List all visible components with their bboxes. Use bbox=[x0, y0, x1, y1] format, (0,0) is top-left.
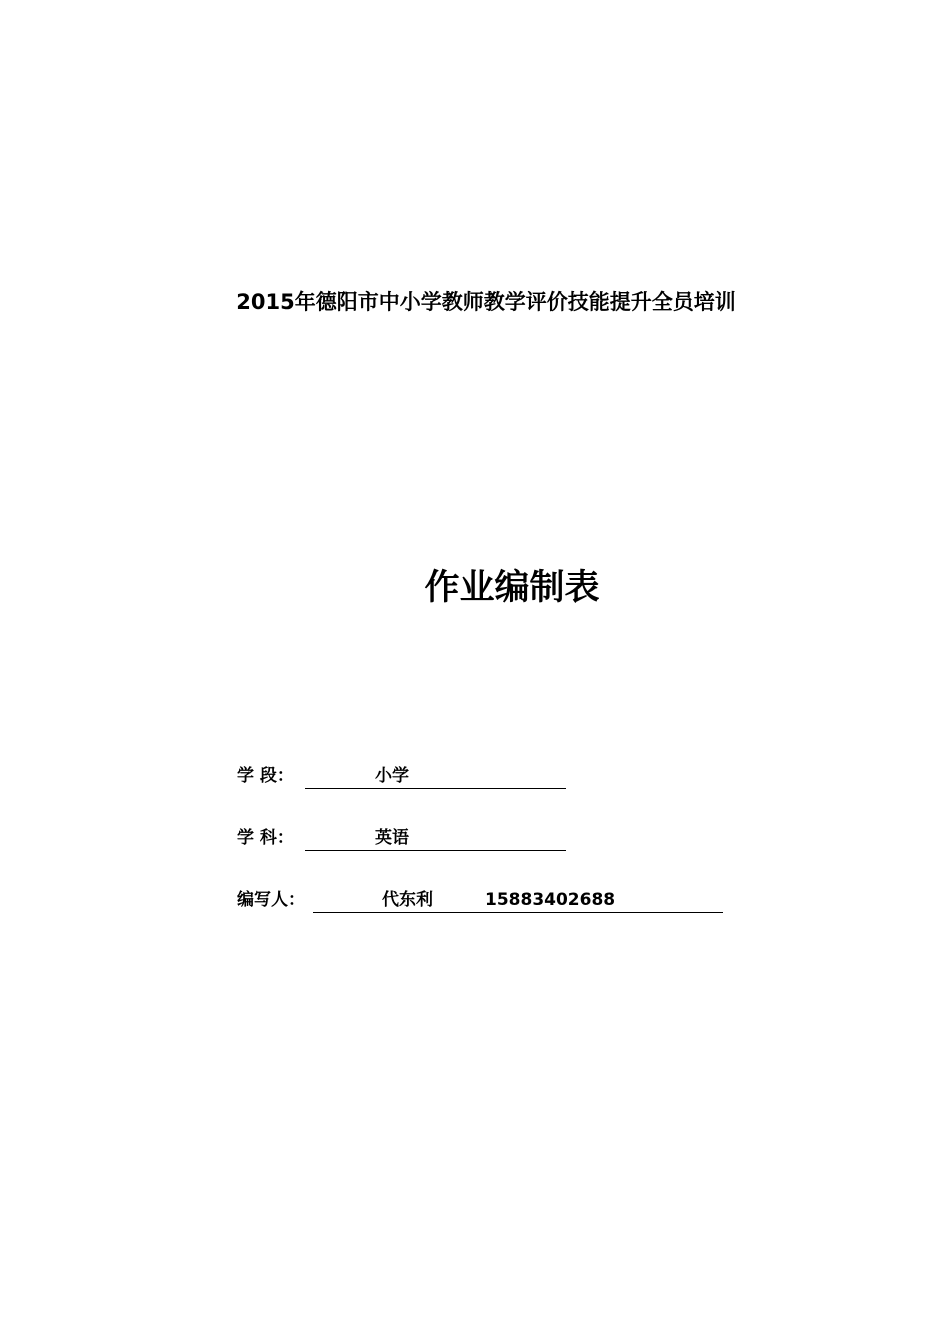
training-header-title: 2015年德阳市中小学教师教学评价技能提升全员培训 bbox=[236, 290, 736, 314]
stage-underline bbox=[305, 764, 566, 789]
author-phone: 15883402688 bbox=[485, 890, 616, 910]
subject-value: 英语 bbox=[375, 828, 409, 848]
stage-label: 学 段： bbox=[237, 766, 294, 786]
form-main-title: 作业编制表 bbox=[424, 568, 600, 608]
author-label: 编写人： bbox=[237, 890, 305, 910]
subject-underline bbox=[305, 826, 566, 851]
author-name: 代东利 bbox=[382, 890, 433, 910]
stage-value: 小学 bbox=[375, 766, 409, 786]
subject-label: 学 科： bbox=[237, 828, 294, 848]
